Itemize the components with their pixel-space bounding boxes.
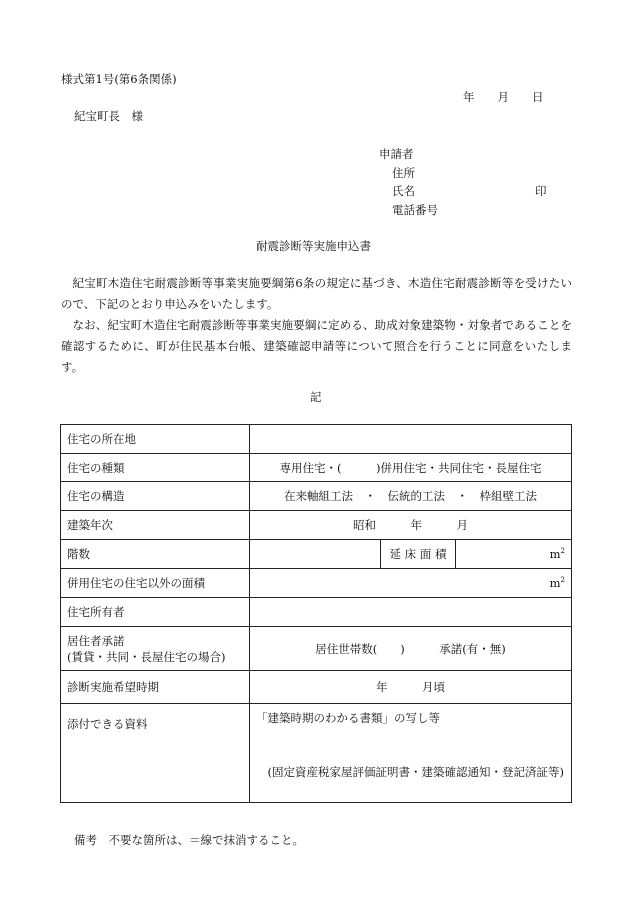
- owner-label: 住宅所有者: [61, 598, 250, 627]
- addressee: 紀宝町長 様: [74, 109, 143, 123]
- owner-field[interactable]: [250, 598, 572, 627]
- application-table: [60, 424, 572, 803]
- row-documents: [61, 704, 572, 803]
- structure-options[interactable]: 在来軸組工法 ・ 伝統的工法 ・ 枠組壁工法: [250, 482, 572, 511]
- documents-line-1: 「建築時期のわかる書類」の写し等: [256, 711, 440, 725]
- row-consent: [61, 627, 572, 671]
- row-floors: [61, 540, 572, 569]
- location-field[interactable]: [250, 425, 572, 454]
- consent-field[interactable]: 居住世帯数( ) 承諾(有・無): [250, 627, 572, 671]
- body-paragraph-1: 紀宝町木造住宅耐震診断等事業実施要綱第6条の規定に基づき、木造住宅耐震診断等を受けたいので、下記のとおり申込みをいたします。: [61, 276, 572, 311]
- year-field[interactable]: 昭和 年 月: [250, 511, 572, 540]
- documents-label-text: 添付できる資料: [67, 717, 148, 731]
- floor-area-field[interactable]: [456, 540, 572, 569]
- row-year: [61, 511, 572, 540]
- row-location: [61, 425, 572, 454]
- consent-label-line-1: 居住者承諾: [67, 633, 125, 648]
- unit-sup: 2: [560, 547, 566, 556]
- location-label: 住宅の所在地: [61, 425, 250, 454]
- seal-mark: 印: [535, 184, 547, 198]
- applicant-name-label: 氏名: [392, 184, 415, 198]
- row-desired-time: [61, 671, 572, 704]
- consent-label-line-2: (賃貸・共同・長屋住宅の場合): [67, 649, 226, 664]
- remarks-note: 備考 不要な箇所は、＝線で抹消すること。: [74, 833, 304, 847]
- consent-label: [61, 627, 250, 671]
- date-line: 年 月 日: [463, 90, 544, 104]
- ki-heading: 記: [310, 390, 322, 404]
- row-type: [61, 454, 572, 482]
- unit-m2: m: [549, 547, 561, 561]
- other-area-label: 併用住宅の住宅以外の面積: [61, 569, 250, 598]
- floors-field[interactable]: [250, 540, 381, 569]
- floor-area-label: 延 床 面 積: [381, 540, 456, 569]
- unit-sup: 2: [560, 576, 566, 585]
- applicant-heading: 申請者: [379, 147, 414, 161]
- desired-time-label: 診断実施希望時期: [61, 671, 250, 704]
- document-title: 耐震診断等実施申込書: [256, 239, 371, 253]
- applicant-phone-label: 電話番号: [392, 203, 438, 217]
- form-number: 様式第1号(第6条関係): [61, 72, 177, 86]
- documents-label: [61, 704, 250, 803]
- row-other-area: [61, 569, 572, 598]
- desired-time-field[interactable]: 年 月頃: [250, 671, 572, 704]
- row-owner: [61, 598, 572, 627]
- documents-field[interactable]: [250, 704, 572, 803]
- applicant-address-label: 住所: [392, 166, 415, 180]
- type-options[interactable]: 専用住宅・( )併用住宅・共同住宅・長屋住宅: [250, 454, 572, 482]
- documents-line-2: (固定資産税家屋評価証明書・建築確認通知・登記済証等): [267, 765, 564, 779]
- type-label: 住宅の種類: [61, 454, 250, 482]
- floors-label: 階数: [61, 540, 250, 569]
- other-area-field[interactable]: [250, 569, 572, 598]
- body-paragraph-2: なお、紀宝町木造住宅耐震診断等事業実施要綱に定める、助成対象建築物・対象者であることを確認するために、町が住民基本台帳、建築確認申請等について照合を行うことに同意をいたします。: [61, 318, 572, 374]
- row-structure: [61, 482, 572, 511]
- structure-label: 住宅の構造: [61, 482, 250, 511]
- unit-m2: m: [549, 576, 561, 590]
- year-label: 建築年次: [61, 511, 250, 540]
